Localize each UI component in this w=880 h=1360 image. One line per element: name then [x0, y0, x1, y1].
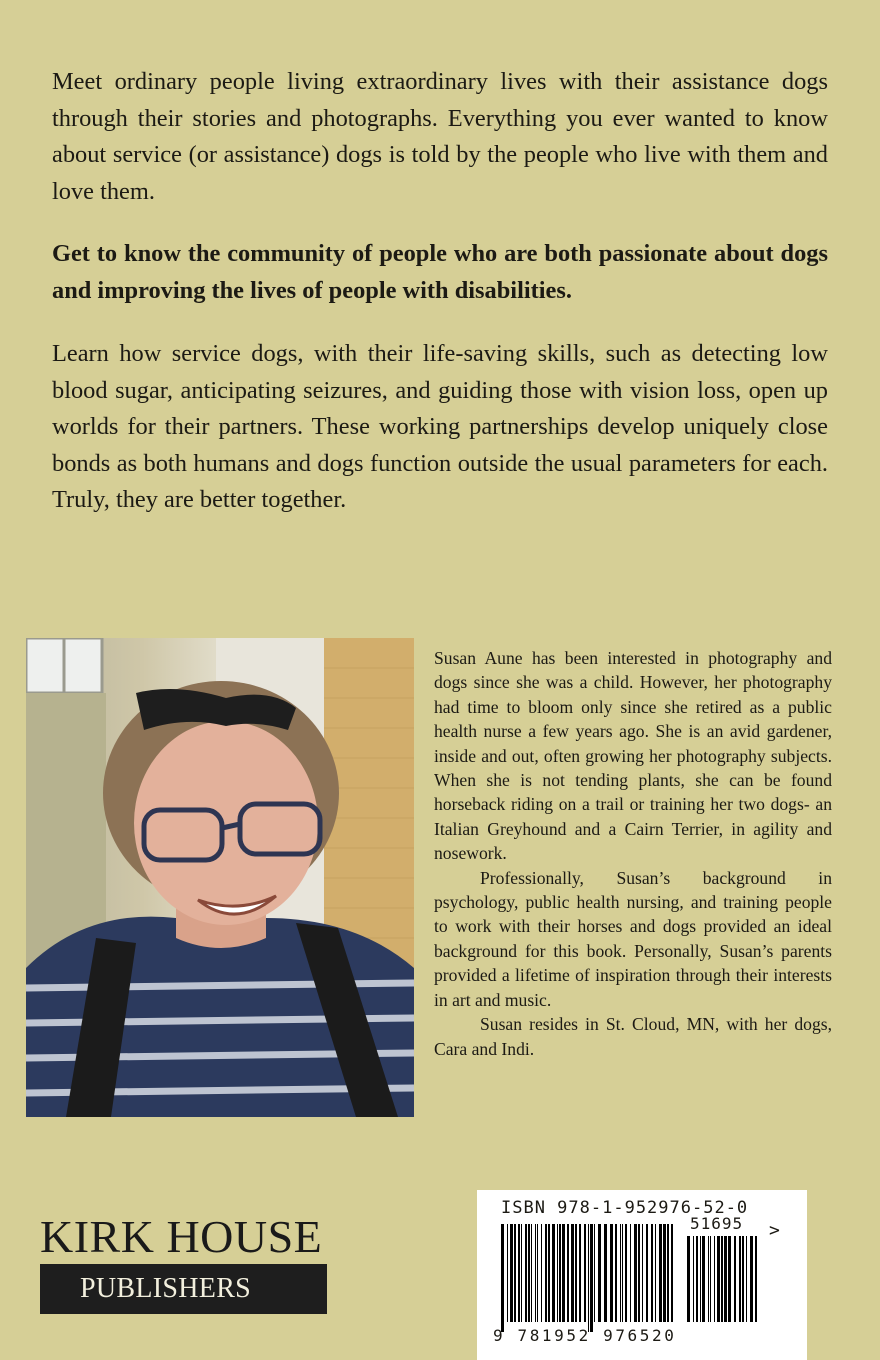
barcode-bar [567, 1224, 569, 1322]
publisher-name-bottom: PUBLISHERS [80, 1273, 252, 1304]
ean-bars [501, 1224, 676, 1332]
barcode-bar [571, 1224, 574, 1322]
barcode-bar [651, 1224, 653, 1322]
isbn-label: ISBN 978-1-952976-52-0 [501, 1198, 749, 1218]
barcode-bar [646, 1224, 648, 1322]
barcode-bar [559, 1224, 561, 1322]
barcode-bar [521, 1224, 522, 1322]
price-code: 51695 [690, 1214, 744, 1233]
barcode-bar [514, 1224, 516, 1322]
barcode-bar [598, 1224, 601, 1322]
barcode-bar [710, 1236, 711, 1322]
barcode-bar [687, 1236, 690, 1322]
barcode-bar [594, 1224, 595, 1322]
barcode-bar [507, 1224, 508, 1322]
barcode-bar [552, 1224, 555, 1322]
barcode-bar [750, 1236, 753, 1322]
barcode-bar [755, 1236, 757, 1322]
blurb-paragraph-intro: Meet ordinary people living extraordinary lives with their assistance dogs through their stories and photographs. Everything you ever wanted to know about service (or assistance) dogs is told by the people who live with them and love them. [52, 68, 828, 205]
barcode-bar [588, 1224, 589, 1332]
barcode-bar [620, 1224, 621, 1322]
barcode-bar [501, 1224, 504, 1332]
barcode-bar [659, 1224, 662, 1322]
bio-paragraph-residence: Susan resides in St. Cloud, MN, with her dogs, Cara and Indi. [434, 1014, 832, 1059]
barcode-bar [746, 1236, 747, 1322]
barcode-bar [537, 1224, 538, 1322]
barcode-bar [721, 1236, 723, 1322]
barcode-bar [579, 1224, 581, 1322]
barcode-bar [531, 1224, 532, 1322]
barcode-bar [610, 1224, 613, 1322]
barcode-bar [671, 1224, 673, 1322]
barcode-bar [575, 1224, 577, 1322]
barcode-bar [518, 1224, 520, 1322]
barcode-bar [557, 1224, 558, 1322]
price-arrow: > [769, 1220, 780, 1241]
barcode-bar [667, 1224, 669, 1322]
barcode-bar [541, 1224, 542, 1322]
barcode-bar [622, 1224, 623, 1322]
bio-paragraph-background: Professionally, Susan’s background in psychology, public health nursing, and training people to work with their horses and dogs provided an ideal background for this book. Personally, Susan’s parents provided a lifetime of inspiration through their interests in art and music. [434, 867, 832, 1010]
publisher-name-top: KIRK HOUSE [40, 1211, 323, 1262]
barcode-bar [714, 1236, 715, 1322]
barcode-bar [562, 1224, 565, 1322]
barcode-bar [510, 1224, 513, 1322]
barcode-bar [663, 1224, 666, 1322]
author-bio [434, 646, 832, 1061]
barcode-bar [696, 1236, 698, 1322]
barcode-bar [590, 1224, 593, 1332]
isbn-barcode [477, 1190, 807, 1360]
barcode-bar [717, 1236, 720, 1322]
bio-paragraph-intro: Susan Aune has been interested in photography and dogs since she was a child. However, her photography had time to bloom only since she retired as a public health nurse a few years ago. She is an avid gardener, inside and out, often growing her photography subjects. When she is not tending plants, she can be found horseback riding on a trail or training her two dogs- an Italian Greyhound and a Cairn Terrier, in agility and nosework. [434, 648, 832, 864]
barcode-bar [655, 1224, 656, 1322]
barcode-bar [702, 1236, 705, 1322]
ean-digits: 9 781952 976520 [493, 1326, 677, 1345]
barcode-bar [642, 1224, 643, 1322]
author-photo [26, 638, 414, 1117]
publisher-name-bar [40, 1264, 327, 1314]
barcode-bar [634, 1224, 637, 1322]
barcode-bar [638, 1224, 640, 1322]
barcode-bar [535, 1224, 536, 1322]
barcode-bar [693, 1236, 694, 1322]
barcode-bar [734, 1236, 736, 1322]
barcode-bar [545, 1224, 547, 1322]
barcode-bar [584, 1224, 586, 1322]
barcode-bar [700, 1236, 701, 1322]
addon-bars [687, 1236, 761, 1332]
barcode-bar [708, 1236, 709, 1322]
barcode-bar [528, 1224, 530, 1322]
barcode-bar [739, 1236, 741, 1322]
blurb-paragraph-bold: Get to know the community of people who are both passionate about dogs and improving the lives of people with disabilities. [52, 240, 828, 304]
blurb-paragraph-skills: Learn how service dogs, with their life-saving skills, such as detecting low blood sugar, anticipating seizures, and guiding those with vision loss, open up worlds for their partners. These working partnerships develop uniquely close bonds as both humans and dogs function outside the usual parameters for each. Truly, they are better together. [52, 340, 828, 513]
barcode-bar [604, 1224, 607, 1322]
barcode-bar [525, 1224, 527, 1322]
barcode-bar [615, 1224, 617, 1322]
barcode-bar [742, 1236, 744, 1322]
publisher-logo [40, 1212, 328, 1314]
barcode-bar [728, 1236, 731, 1322]
barcode-bar [625, 1224, 627, 1322]
barcode-bar [724, 1236, 727, 1322]
barcode-bar [548, 1224, 550, 1322]
barcode-bar [630, 1224, 631, 1322]
